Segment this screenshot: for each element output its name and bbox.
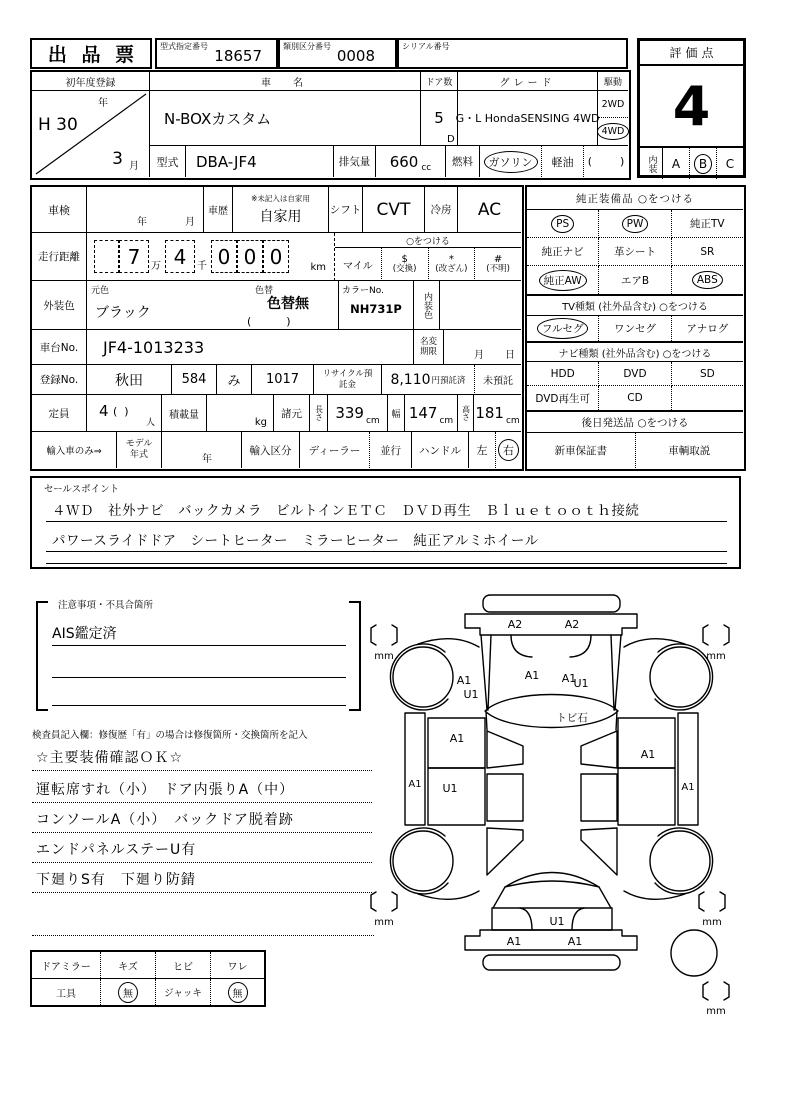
rear-bumper-lower-shape (483, 955, 620, 970)
equipment-row-2 (527, 238, 743, 266)
navi-type-title: ナビ種類 (社外品含む) ○をつける (527, 341, 743, 362)
left-front-door-mark: A1 (449, 732, 465, 745)
equipment-item-ps (527, 210, 599, 238)
tv-type-fullseg (527, 316, 599, 341)
base-color-label: 元色 (91, 286, 110, 296)
equipment-item-tv: 純正TV (672, 210, 743, 238)
interior-grade-c: C (725, 156, 735, 171)
name-change-day: 日 (505, 350, 515, 361)
windshield-mark-3: U1 (573, 677, 589, 690)
flag-tampered-symbol: * (448, 254, 454, 266)
rear-right-fender-line (624, 891, 685, 899)
shaken-year-suffix: 年 (137, 217, 147, 228)
stone-chip-note: トビ石 (556, 712, 588, 724)
shift-value: CVT (363, 187, 425, 233)
car-damage-diagram (360, 578, 800, 1060)
model-year-label: モデル年式 (117, 432, 162, 468)
handle-right (496, 432, 521, 468)
man-unit: 万 (151, 261, 161, 272)
doors-value: 5 (421, 91, 458, 146)
recycle-value (382, 365, 475, 395)
flag-tampered (429, 248, 476, 281)
tv-type-oneseg: ワンセグ (599, 316, 671, 341)
inspector-line-3: コンソールA（小） バックドア脱着跡 (32, 806, 372, 833)
flag-unknown (475, 248, 521, 281)
tools-label: 工具 (32, 979, 101, 1005)
serial-number-field (397, 38, 628, 69)
left-rear-door-panel (428, 768, 485, 825)
length-cell (328, 395, 388, 432)
navi-row-1 (527, 362, 743, 386)
equipment-item-airbag: エアB (599, 266, 671, 294)
score-value: 4 (672, 74, 711, 138)
equipment-abs-circled: ABS (694, 274, 721, 286)
first-reg-month: 3 (112, 149, 123, 169)
inspector-line-5: 下廻りS有 下廻り防錆 (32, 866, 372, 893)
rear-right-tread-unit: mm (702, 917, 722, 928)
odometer-box-sen: 4 (165, 240, 195, 273)
rear-right-fender-arc (655, 828, 713, 894)
break-label: ワレ (227, 961, 248, 973)
cowl-curves (511, 635, 591, 657)
right-front-window (581, 731, 617, 768)
color-cell (87, 281, 339, 330)
color-change-paren: ( ) (247, 315, 291, 328)
rear-left-fender-line (418, 891, 479, 899)
inspector-header: 検査員記入欄：修復歴「有」の場合は修復箇所・交換箇所を記入 (32, 730, 308, 741)
tools-none-2 (211, 979, 264, 1005)
fuel-other: ( ) (587, 155, 625, 168)
model-code-value: 18657 (214, 47, 262, 65)
sales-points-line-2: パワースライドドア シートヒーター ミラーヒーター 純正アルミホイール (46, 524, 727, 552)
ship-later-title: 後日発送品 ○をつける (527, 410, 743, 433)
navi-row-2 (527, 386, 743, 410)
model-code-label: 型式指定番号 (160, 42, 208, 51)
import-class-label: 輸入区分 (242, 432, 300, 468)
grade-value: G・L HondaSENSING 4WD (458, 91, 598, 146)
color-change-value: 色替無 (267, 296, 309, 312)
displacement-number: 660 (389, 152, 419, 171)
left-rear-window (487, 774, 523, 821)
import-parallel: 並行 (370, 432, 412, 468)
equipment-row-1 (527, 210, 743, 238)
windshield-shape (485, 695, 618, 728)
shaken-month-suffix: 月 (185, 217, 195, 228)
drive-selected: 4WD (599, 126, 628, 137)
ac-value: AC (458, 187, 521, 233)
scratch-label: キズ (101, 952, 156, 978)
right-c-pillar (581, 828, 617, 875)
tv-type-row (527, 316, 743, 341)
capacity-cell (87, 395, 162, 432)
flag-exchange-note: (交換) (392, 264, 417, 275)
navi-cd: CD (599, 386, 671, 410)
hood-mark-left: A2 (507, 618, 523, 631)
load-cell (207, 395, 274, 432)
class-code-value: 0008 (336, 47, 375, 65)
interior-grade-b (690, 148, 717, 179)
drive-option-2wd: 2WD (598, 91, 628, 118)
left-rocker-panel (405, 713, 425, 825)
chassis-no-value: JF4-1013233 (87, 330, 414, 365)
tools-row-1 (32, 952, 264, 979)
right-rear-door-panel (618, 768, 675, 825)
front-right-tread-unit: mm (706, 651, 726, 662)
spare-tire (671, 930, 717, 976)
reg-region: 秋田 (87, 365, 172, 395)
front-left-tread-unit: mm (374, 651, 394, 662)
history-value (233, 187, 329, 233)
front-right-wheel (650, 647, 710, 707)
reg-kana: み (217, 365, 252, 395)
rear-left-tread-unit: mm (374, 917, 394, 928)
equipment-item-aw (527, 266, 599, 294)
height-cell (474, 395, 521, 432)
shaken-value (87, 187, 204, 233)
capacity-label: 定員 (32, 395, 87, 432)
class-code-label: 類別区分番号 (283, 42, 331, 51)
first-reg-year: H 30 (38, 115, 78, 135)
navi-dvd: DVD (599, 362, 671, 386)
right-rocker-panel (678, 713, 698, 825)
rear-right-tread-bracket (699, 892, 725, 911)
right-front-door-mark: A1 (640, 748, 656, 761)
car-name-value: N-BOXカスタム (150, 91, 421, 146)
doors-header: ドア数 (421, 72, 458, 91)
height-unit: cm (505, 416, 520, 426)
interior-color-value (440, 281, 521, 330)
inspector-line-2: 運転席すれ（小） ドア内張りA（中） (32, 776, 372, 803)
tools-none-2-circled: 無 (230, 985, 246, 1000)
rear-deck-sides (493, 887, 611, 908)
navi-hdd: HDD (527, 362, 599, 386)
width-unit: cm (439, 416, 454, 426)
shift-label: シフト (329, 187, 363, 233)
tools-row-2 (32, 979, 264, 1005)
a-pillars (481, 635, 621, 710)
displacement-label: 排気量 (334, 146, 376, 177)
car-outline (371, 595, 729, 1000)
name-change-month: 月 (474, 350, 484, 361)
notes-label: 注意事項・不具合箇所 (58, 600, 154, 611)
crack-label: ヒビ (156, 952, 211, 978)
history-text: 自家用 (259, 209, 302, 225)
name-change-label: 名変期限 (414, 330, 444, 365)
handle-selected: 右 (500, 442, 517, 458)
navi-sd: SD (672, 362, 743, 386)
score-label: 評価点 (640, 41, 743, 66)
left-fender-mark: A1 (456, 674, 472, 687)
history-label: 車歴 (204, 187, 233, 233)
shaken-label: 車検 (32, 187, 87, 233)
interior-grade-label: 内装 (640, 148, 663, 179)
equipment-pw-circled: PW (624, 218, 647, 230)
reg-number: 1017 (252, 365, 314, 395)
grade-header: グレード (458, 72, 598, 91)
drive-header: 駆動 (598, 72, 628, 91)
recycle-suffix: 円預託済 (431, 375, 466, 386)
left-rear-door-mark: U1 (442, 782, 458, 795)
ship-manual: 車輌取説 (668, 445, 711, 457)
handle-label: ハンドル (412, 432, 469, 468)
mileage-flags-header: ○をつける (335, 233, 521, 248)
length-value: 339 (335, 404, 364, 422)
tools-none-1 (101, 979, 156, 1005)
notes-line-3 (52, 678, 346, 706)
rear-bumper-mark-left: A1 (506, 935, 522, 948)
equipment-item-abs (672, 266, 743, 294)
sen-unit: 千 (197, 261, 207, 272)
color-no-cell (339, 281, 414, 330)
page-title: 出 品 票 (30, 38, 152, 69)
class-code-field (278, 38, 397, 69)
spec-label: 諸元 (274, 395, 310, 432)
reg-no-label: 登録No. (32, 365, 87, 395)
equipment-panel (525, 185, 746, 471)
notes-bracket-left (36, 601, 48, 711)
tools-table (30, 950, 266, 1007)
interior-grade-a: A (663, 148, 690, 179)
equipment-ps-circled: PS (553, 218, 572, 230)
interior-grade-row (640, 146, 743, 179)
spare-tread-unit: mm (706, 1006, 726, 1017)
windshield-mark-1: A1 (524, 669, 540, 682)
tv-type-analog: アナログ (686, 323, 729, 335)
equipment-title: 純正装備品 ○をつける (527, 187, 743, 210)
front-left-wheel (393, 647, 453, 707)
sales-points-label: セールスポイント (44, 484, 120, 495)
front-right-tread-bracket (703, 625, 729, 645)
first-reg-header: 初年度登録 (32, 72, 150, 91)
jack-label: ジャッキ (156, 979, 211, 1005)
rear-left-fender-arc (390, 828, 448, 894)
sales-points-line-1: ４ＷＤ 社外ナビ バックカメラ ビルトインＥＴＣ ＤＶＤ再生 Ｂｌｕｅｔｏｏｔｈ接続 (46, 492, 727, 522)
displacement-unit: cc (421, 163, 432, 173)
capacity-paren: ( ) (113, 405, 129, 418)
width-label: 幅 (388, 395, 405, 432)
flag-exchange (382, 248, 429, 281)
details-table (30, 185, 524, 471)
capacity-unit: 人 (145, 418, 155, 428)
fuel-selected: ガソリン (486, 154, 536, 170)
left-rocker-mark: A1 (408, 779, 422, 790)
recycle-alt: 未預託 (475, 365, 521, 395)
odometer-box-d3: 0 (263, 240, 289, 273)
notes-line-1: AIS鑑定済 (52, 616, 346, 646)
exterior-color-label: 外装色 (32, 281, 87, 330)
first-reg-month-suffix: 月 (129, 161, 139, 172)
ac-label: 冷房 (425, 187, 458, 233)
equipment-row-3 (527, 266, 743, 294)
sales-points-line-3 (46, 554, 727, 564)
base-color-value: ブラック (95, 305, 151, 321)
odometer-cell (87, 233, 334, 281)
left-front-window (487, 731, 523, 768)
first-reg-year-suffix: 年 (98, 98, 108, 109)
import-only-label: 輸入車のみ⇒ (32, 432, 117, 468)
diagram-marks (374, 618, 725, 1017)
chassis-no-label: 車台No. (32, 330, 87, 365)
left-fender-mark-2: U1 (463, 688, 479, 701)
color-no-value: NH731P (350, 302, 402, 316)
mileage-flags-row (335, 248, 521, 281)
drive-option-4wd (598, 118, 628, 146)
model-value: DBA-JF4 (186, 146, 334, 177)
odometer-box-empty (94, 240, 119, 273)
first-reg-cell (32, 91, 150, 177)
car-name-header: 車 名 (150, 72, 421, 91)
fuel-option-diesel: 軽油 (542, 146, 584, 177)
fuel-label: 燃料 (446, 146, 480, 177)
width-cell (405, 395, 458, 432)
door-mirror-label: ドアミラー (32, 952, 101, 978)
inspector-line-1: ☆主要装備確認ＯＫ☆ (32, 744, 372, 771)
width-value: 147 (408, 404, 438, 422)
hood-mark-right: A2 (564, 618, 580, 631)
tv-type-title: TV種類 (社外品含む) ○をつける (527, 294, 743, 316)
front-bumper-shape (483, 595, 620, 612)
ship-later-row (527, 433, 743, 468)
handle-left: 左 (469, 432, 496, 468)
import-dealer: ディーラー (300, 432, 370, 468)
navi-empty (672, 386, 743, 410)
recycle-label: リサイクル預託金 (314, 365, 382, 395)
displacement-value (376, 146, 446, 177)
inspector-line-6 (32, 909, 374, 936)
rear-panel-mark: U1 (549, 915, 565, 928)
rear-left-tread-bracket (371, 892, 397, 911)
hood-shape (465, 614, 637, 635)
front-left-fender-arc (390, 644, 448, 710)
model-label: 型式 (150, 146, 186, 177)
inspector-line-4: エンドパネルステーU有 (32, 836, 372, 863)
flag-mile: マイル (335, 248, 382, 281)
notes-line-2 (52, 650, 346, 678)
interior-grade-selected: B (696, 157, 710, 171)
rear-window-shape (505, 873, 599, 888)
score-box (637, 38, 746, 178)
length-unit: cm (365, 416, 380, 426)
right-rear-window (581, 774, 617, 821)
odometer-box-d2: 0 (237, 240, 263, 273)
model-year-cell (162, 432, 242, 468)
load-label: 積載量 (162, 395, 207, 432)
doors-unit: D (447, 134, 455, 145)
odometer-box-man: 7 (119, 240, 149, 273)
reg-class: 584 (172, 365, 217, 395)
right-rocker-mark: A1 (681, 782, 695, 793)
rear-bumper-shape (465, 930, 637, 950)
rear-bumper-mark-right: A1 (567, 935, 583, 948)
sales-points-box (30, 476, 741, 569)
ship-warranty-book: 新車保証書 (527, 433, 636, 468)
history-note: ※未記入は自家用 (251, 194, 310, 203)
height-label: 高さ (458, 395, 474, 432)
name-change-date (444, 330, 521, 365)
rear-left-wheel (393, 831, 453, 891)
flag-unknown-symbol: # (493, 254, 503, 266)
capacity-value: 4 (99, 402, 109, 420)
equipment-item-navi: 純正ナビ (527, 238, 599, 266)
length-label: 長さ (310, 395, 328, 432)
flag-tampered-note: (改ざん) (435, 264, 468, 275)
tv-type-selected: フルセグ (539, 321, 587, 336)
model-code-field (155, 38, 278, 69)
flag-unknown-note: (不明) (486, 264, 510, 275)
tools-none-1-circled: 無 (120, 985, 136, 1000)
vehicle-table (30, 70, 631, 180)
color-no-label: カラーNo. (342, 286, 384, 296)
equipment-item-leather: 革シート (599, 238, 671, 266)
front-right-fender-arc (655, 644, 713, 710)
rear-right-wheel (650, 831, 710, 891)
mileage-flags-cell (334, 233, 521, 281)
load-unit: kg (254, 417, 267, 428)
front-left-tread-bracket (371, 625, 397, 645)
odometer-box-d1: 0 (211, 240, 237, 273)
navi-dvd-play: DVD再生可 (527, 386, 599, 410)
flag-exchange-symbol: $ (401, 254, 408, 266)
color-change-label: 色替 (255, 286, 274, 296)
km-unit: km (310, 262, 326, 273)
left-c-pillar (487, 828, 523, 875)
recycle-amount: 8,110 (390, 371, 431, 388)
interior-color-label: 内装色 (414, 281, 440, 330)
front-right-fender-line (624, 639, 685, 647)
front-left-fender-line (418, 639, 479, 647)
equipment-aw-circled: 純正AW (541, 273, 585, 288)
height-value: 181 (475, 404, 504, 422)
fuel-option-gasoline (480, 146, 542, 177)
model-year-unit: 年 (202, 454, 212, 465)
spare-tread-bracket (703, 982, 729, 1000)
mileage-label: 走行距離 (32, 233, 87, 281)
serial-number-label: シリアル番号 (402, 42, 450, 51)
equipment-item-sr: SR (672, 238, 743, 266)
windshield-mark-2: A1 (561, 672, 577, 685)
equipment-item-pw (599, 210, 671, 238)
